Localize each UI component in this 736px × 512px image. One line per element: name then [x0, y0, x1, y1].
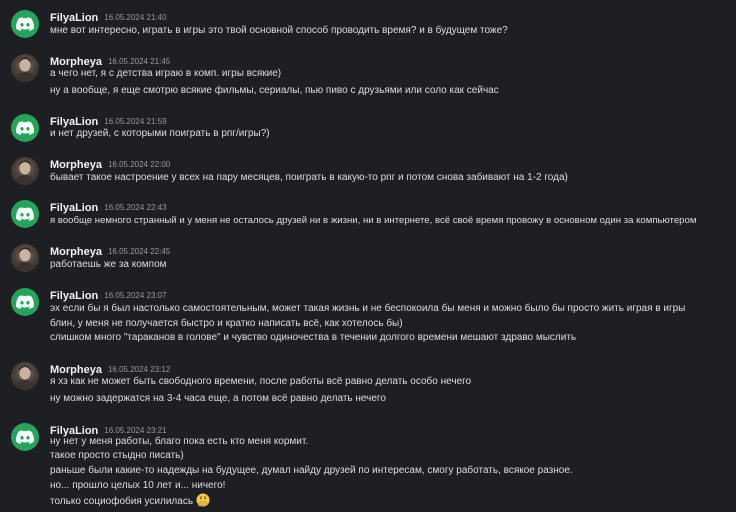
timestamp: 16.05.2024 23:12	[107, 365, 171, 374]
message	[0, 113, 736, 143]
message-text: а чего нет, я с детства играю в комп. игры всякие)	[50, 68, 282, 79]
user-photo-icon	[11, 244, 39, 272]
message	[0, 287, 736, 347]
timestamp: 16.05.2024 21:40	[104, 13, 167, 22]
username[interactable]: Morpheya	[50, 56, 102, 68]
message-text: слишком много "тараканов в голове" и чувство одиночества в течении долгого времени мешают здраво мыслить	[50, 332, 577, 343]
message	[0, 243, 736, 273]
message-text: и нет друзей, с которыми поиграть в рпг/игры?)	[50, 128, 270, 139]
discord-logo-icon	[16, 430, 34, 444]
discord-logo-icon	[16, 121, 34, 135]
message-header	[50, 243, 170, 259]
message-text: раньше были какие-то надежды на будущее, думал найду друзей по интересам, смогу работать, всякое разное.	[50, 465, 573, 476]
message-text-with-emoji	[50, 493, 210, 509]
username[interactable]: Morpheya	[50, 246, 102, 258]
user-photo-icon	[11, 362, 39, 390]
message	[0, 199, 736, 229]
username[interactable]: FilyaLion	[50, 116, 99, 128]
message-text: я хз как не может быть свободного времени, после работы всё равно делать особо нечего	[50, 376, 472, 387]
username[interactable]: FilyaLion	[50, 202, 99, 214]
username[interactable]: Morpheya	[50, 159, 102, 171]
timestamp: 16.05.2024 21:59	[104, 117, 167, 126]
discord-logo-icon	[16, 17, 34, 31]
user-photo-icon	[11, 157, 39, 185]
timestamp: 16.05.2024 22:43	[104, 203, 167, 212]
message	[0, 9, 736, 39]
message	[0, 422, 736, 512]
avatar[interactable]	[11, 200, 39, 228]
timestamp: 16.05.2024 23:07	[104, 291, 167, 300]
user-photo-icon	[11, 54, 39, 82]
message-header	[50, 199, 167, 215]
message-text: но... прошло целых 10 лет и... ничего!	[50, 480, 226, 491]
message-text: такое просто стыдно писать)	[50, 450, 184, 461]
timestamp: 16.05.2024 21:45	[107, 57, 171, 66]
message	[0, 53, 736, 99]
discord-logo-icon	[16, 207, 34, 221]
message-header	[50, 9, 167, 25]
discord-logo-icon	[16, 295, 34, 309]
username[interactable]: FilyaLion	[50, 12, 99, 24]
username[interactable]: Morpheya	[50, 364, 102, 376]
username[interactable]: FilyaLion	[50, 290, 99, 302]
message	[0, 156, 736, 186]
avatar[interactable]	[11, 10, 39, 38]
avatar[interactable]	[11, 362, 39, 390]
message-text: бывает такое настроение у всех на пару месяцев, поиграть в какую-то рпг и потом снова забивают на 1-2 года)	[50, 172, 568, 183]
message-header	[50, 156, 170, 172]
message-text: мне вот интересно, играть в игры это твой основной способ проводить время? и в будущем тоже?	[50, 25, 508, 36]
message-header	[50, 287, 167, 303]
message-text: ну нет у меня работы, благо пока есть кто меня кормит.	[50, 436, 309, 447]
message-text: ну можно задержатся на 3-4 часа еще, а потом всё равно делать нечего	[50, 393, 386, 404]
avatar[interactable]	[11, 288, 39, 316]
message	[0, 361, 736, 407]
timestamp: 16.05.2024 23:21	[104, 426, 167, 435]
timestamp: 16.05.2024 22:00	[107, 160, 171, 169]
message-text: работаешь же за компом	[50, 259, 167, 270]
message-text: только социофобия усилилась	[50, 496, 194, 507]
avatar[interactable]	[11, 114, 39, 142]
avatar[interactable]	[11, 54, 39, 82]
message-text: эх если бы я был настолько самостоятельным, может такая жизнь и не беспокоила бы меня и можно было бы просто жить играя в игры	[50, 303, 686, 314]
message-text: я вообще немного странный и у меня не осталось друзей ни в жизни, ни в интернете, всё своё время провожу в основном один за компьютером	[50, 215, 697, 226]
avatar[interactable]	[11, 423, 39, 451]
username[interactable]: FilyaLion	[50, 425, 99, 437]
timestamp: 16.05.2024 22:45	[107, 247, 171, 256]
avatar[interactable]	[11, 157, 39, 185]
message-text: блин, у меня не получается быстро и кратко написать всё, как хотелось бы)	[50, 318, 403, 329]
message-text: ну а вообще, я еще смотрю всякие фильмы, сериалы, пью пиво с друзьями или соло как сейчас	[50, 85, 499, 96]
avatar[interactable]	[11, 244, 39, 272]
face-with-hand-over-mouth-emoji-icon[interactable]	[196, 493, 210, 507]
